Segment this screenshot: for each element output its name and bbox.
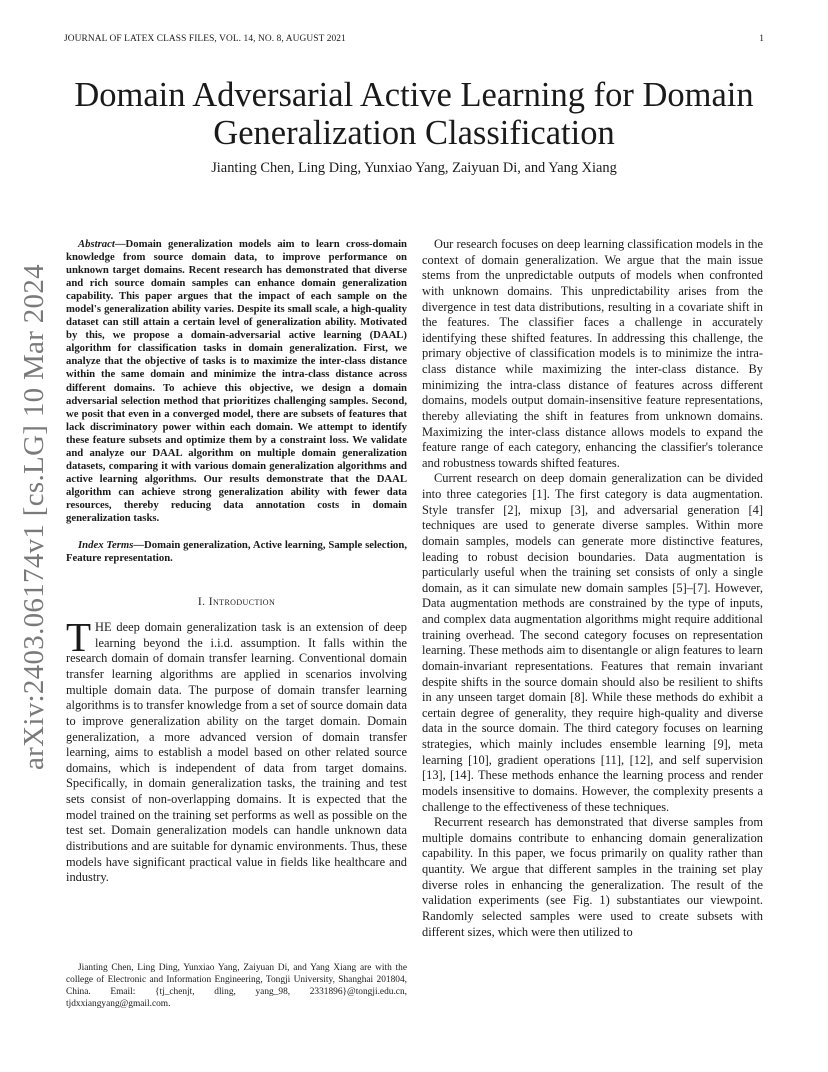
intro-paragraph-3: Current research on deep domain generalization can be divided into three categories [1]. The first category is data augmentation. Style transfer [2], mixup [3], and adversarial generation [4] techniques are used to generate diverse samples. Within more domain samples, models can generate more distinctive features, leading to robust decision boundaries. Data augmentation is particularly useful when the training set consists of only a single domain, as it can simulate new domain samples [5]–[7]. However, Data augmentation methods are constrained by the type of inputs, and complex data augmentation algorithms might require additional training overhead. The second category focuses on representation learning. These methods aim to disentangle or align features to learn domain-invariant representations. Features that remain invariant despite shifts in the source domain should also be resilient to shifts in any unseen target domain [8]. While these methods do exhibit a certain degree of generality, they require high-quality and diverse data in the source domain. The third category focuses on learning strategies, which mainly includes ensemble learning [9], meta learning [10], gradient operations [11], [12], and self supervision [13], [14]. These methods enhance the learning process and render models insensitive to domains. However, the complexity presents a challenge to the effectiveness of these techniques. <box>422 471 763 814</box>
drop-cap: T <box>66 614 92 661</box>
index-terms <box>66 539 407 565</box>
abstract-text: —Domain generalization models aim to learn cross-domain knowledge from source domain data, to improve performance on unknown target domains. Recent research has demonstrated that diverse and rich source domain samples can enhance domain generalization capability. This paper argues that the impact of each sample on the model's generalization ability varies. Despite its small scale, a high-quality dataset can still attain a certain level of generalization ability. Motivated by this, we propose a domain-adversarial active learning (DAAL) algorithm for classification tasks in domain generalization. First, we analyze that the objective of tasks is to maximize the inter-class distance within the same domain and minimize the intra-class distance across different domains. To achieve this objective, we design a domain adversarial selection method that prioritizes challenging samples. Second, we posit that even in a converged model, there are subsets of features that lack discriminatory power within each domain. We attempt to identify these feature subsets and optimize them by a constraint loss. We validate and analyze our DAAL algorithm on multiple domain generalization datasets, comparing it with various domain generalization algorithms and active learning algorithms. Our results demonstrate that the DAAL algorithm can achieve strong generalization ability with fewer data resources, thereby reducing data annotation costs in domain generalization tasks. <box>66 238 407 524</box>
arxiv-identifier: arXiv:2403.06174v1 [cs.LG] 10 Mar 2024 <box>18 264 50 770</box>
author-affiliation-footnote: Jianting Chen, Ling Ding, Yunxiao Yang, Zaiyuan Di, and Yang Xiang are with the college of Electronic and Information Engineering, Tongji University, Shanghai 201804, China. Email: {tj_chenjt, dling, yang_98, 2331896}@tongji.edu.cn, tjdxxiangyang@gmail.com. <box>66 963 407 1009</box>
section-number: I. <box>197 595 206 609</box>
abstract-label: Abstract <box>78 238 115 250</box>
section-title: Introduction <box>208 595 276 609</box>
journal-name: JOURNAL OF LATEX CLASS FILES, VOL. 14, NO. 8, AUGUST 2021 <box>64 34 346 44</box>
intro-paragraph-4: Recurrent research has demonstrated that diverse samples from multiple domains contribute to enhancing domain generalization capability. In this paper, we focus primarily on quality rather than quantity. We argue that different samples in the training set play diverse roles in enhancing the generalization. The result of the validation experiments (see Fig. 1) substantiates our viewpoint. Randomly selected samples were used to create subsets with different sizes, which were then utilized to <box>422 815 763 939</box>
page-number: 1 <box>759 34 764 44</box>
first-word-rest: HE <box>95 620 112 635</box>
index-terms-text: —Domain generalization, Active learning, Sample selection, Feature representation. <box>66 539 407 565</box>
intro-paragraph-1 <box>66 614 407 886</box>
index-terms-label: Index Terms <box>78 539 134 552</box>
author-list: Jianting Chen, Ling Ding, Yunxiao Yang, Zaiyuan Di, and Yang Xiang <box>211 160 617 176</box>
paper-title: Domain Adversarial Active Learning for Domain Generalization Classification <box>74 76 754 152</box>
abstract <box>66 238 407 525</box>
right-column <box>422 237 763 940</box>
running-header <box>64 34 764 44</box>
left-column <box>66 238 407 886</box>
intro-paragraph-2: Our research focuses on deep learning classification models in the context of domain generalization. We argue that the main issue stems from the unpredictable outputs of models when confronted with unknown domains. This unpredictability arises from the divergence in test data distributions, resulting in a covariate shift in the features. The classifier faces a challenge in accurately identifying these shifted features. In addressing this challenge, the primary objective of classification models is to minimize the intra-class distance while maximizing the inter-class distance. By minimizing the intra-class distance of features across different domains, models output domain-insensitive feature representations, thereby alleviating the shift in features from unknown domains. Maximizing the inter-class distance allows models to expand the feature range of each category, enhancing the classifier's tolerance and robustness towards shifted features. <box>422 237 763 470</box>
section-heading-introduction <box>66 595 407 608</box>
intro-paragraph-1-text: deep domain generalization task is an extension of deep learning beyond the i.i.d. assumption. It falls within the research domain of domain transfer learning. Conventional domain transfer learning algorithms are applied in scenarios involving multiple domain data. The purpose of domain transfer learning algorithms is to transfer knowledge from a set of source domain data to improve generalization ability on the target domain. Domain generalization, a more advanced version of domain transfer learning, aims to establish a model based on other related source domains, which is independent of data from target domains. Specifically, in domain generalization tasks, the training and test sets consist of non-overlapping domains. It is expected that the model trained on the training set performs as well as possible on the test set. Domain generalization models can handle unknown data distributions and are suitable for dynamic environments. Thus, these models have significant practical value in fields like healthcare and industry. <box>66 620 407 885</box>
